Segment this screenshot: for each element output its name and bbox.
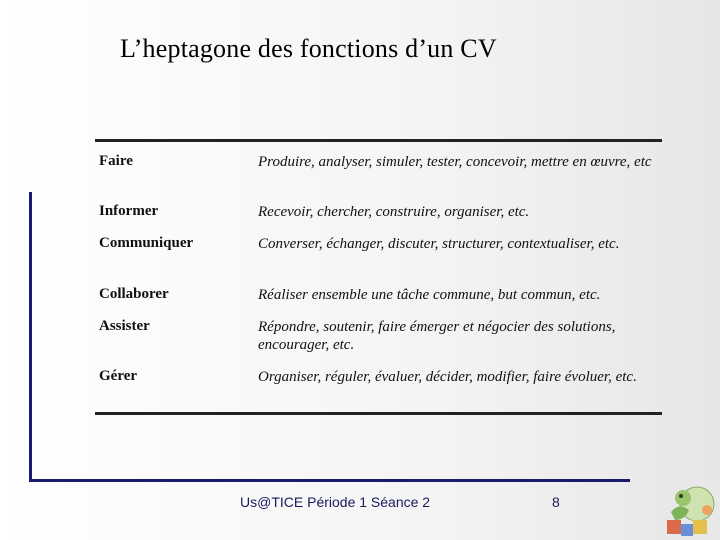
row-description: Converser, échanger, discuter, structurer, contextualiser, etc.	[258, 236, 620, 252]
table-top-rule	[95, 139, 662, 142]
row-term: Assister	[99, 318, 150, 334]
row-description: Recevoir, chercher, construire, organiser, etc.	[258, 204, 530, 220]
page-number: 8	[552, 494, 560, 510]
row-description: Organiser, réguler, évaluer, décider, modifier, faire évoluer, etc.	[258, 369, 637, 385]
bottom-accent-rule	[29, 479, 630, 482]
row-term: Faire	[99, 153, 133, 169]
row-description: Réaliser ensemble une tâche commune, but commun, etc.	[258, 287, 601, 303]
table-bottom-rule	[95, 412, 662, 415]
row-term: Informer	[99, 203, 159, 219]
left-accent-rule	[29, 192, 32, 482]
row-description: Répondre, soutenir, faire émerger et négocier des solutions, encourager, etc.	[258, 319, 616, 353]
mascot-logo-icon	[657, 480, 720, 540]
row-description: Produire, analyser, simuler, tester, concevoir, mettre en œuvre, etc	[258, 154, 652, 170]
footer-text: Us@TICE Période 1 Séance 2	[240, 494, 431, 510]
row-term: Gérer	[99, 368, 138, 384]
row-term: Communiquer	[99, 235, 194, 251]
row-term: Collaborer	[99, 286, 169, 302]
slide-title: L’heptagone des fonctions d’un CV	[120, 34, 497, 63]
